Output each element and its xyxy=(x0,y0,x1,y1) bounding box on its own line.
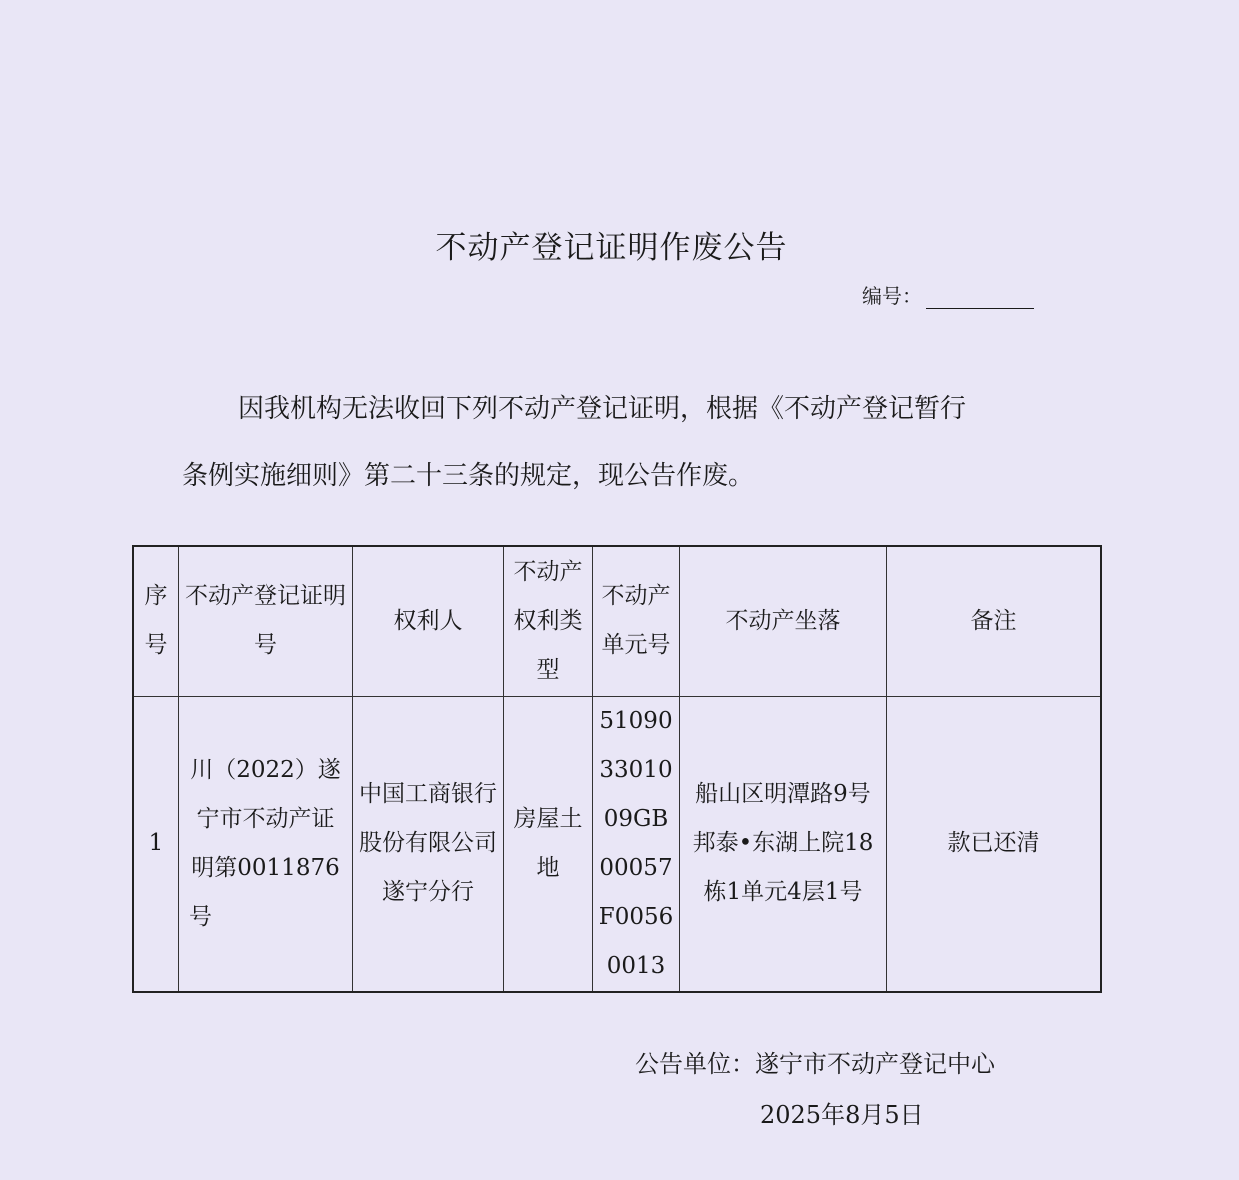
header-seq: 序号 xyxy=(133,546,179,696)
cell-cert-no: 川（2022）遂宁市不动产证明第0011876号 xyxy=(179,696,353,992)
serial-number-field xyxy=(862,280,1034,309)
cell-remarks: 款已还清 xyxy=(887,696,1102,992)
voided-certificates-table xyxy=(132,545,1102,993)
issuing-unit: 公告单位：遂宁市不动产登记中心 xyxy=(635,1050,995,1078)
issue-date: 2025年8月5日 xyxy=(760,1101,924,1129)
document-title: 不动产登记证明作废公告 xyxy=(435,230,788,266)
header-location: 不动产坐落 xyxy=(680,546,887,696)
header-remarks: 备注 xyxy=(887,546,1102,696)
table-row xyxy=(133,696,1101,992)
header-unit-no: 不动产单元号 xyxy=(593,546,680,696)
cell-location: 船山区明潭路9号邦泰•东湖上院18栋1单元4层1号 xyxy=(680,696,887,992)
header-right-type: 不动产权利类型 xyxy=(504,546,593,696)
cell-holder: 中国工商银行股份有限公司遂宁分行 xyxy=(353,696,504,992)
cell-seq: 1 xyxy=(133,696,179,992)
header-cert-no: 不动产登记证明号 xyxy=(179,546,353,696)
serial-number-label: 编号： xyxy=(862,284,922,308)
table-header-row xyxy=(133,546,1101,696)
cell-unit-no: 510903301009GB00057F00560013 xyxy=(593,696,680,992)
notice-paragraph-line-1: 因我机构无法收回下列不动产登记证明，根据《不动产登记暂行 xyxy=(238,394,967,424)
header-holder: 权利人 xyxy=(353,546,504,696)
cell-right-type: 房屋土地 xyxy=(504,696,593,992)
notice-paragraph-line-2: 条例实施细则》第二十三条的规定，现公告作废。 xyxy=(182,461,755,491)
serial-number-blank xyxy=(926,288,1034,309)
